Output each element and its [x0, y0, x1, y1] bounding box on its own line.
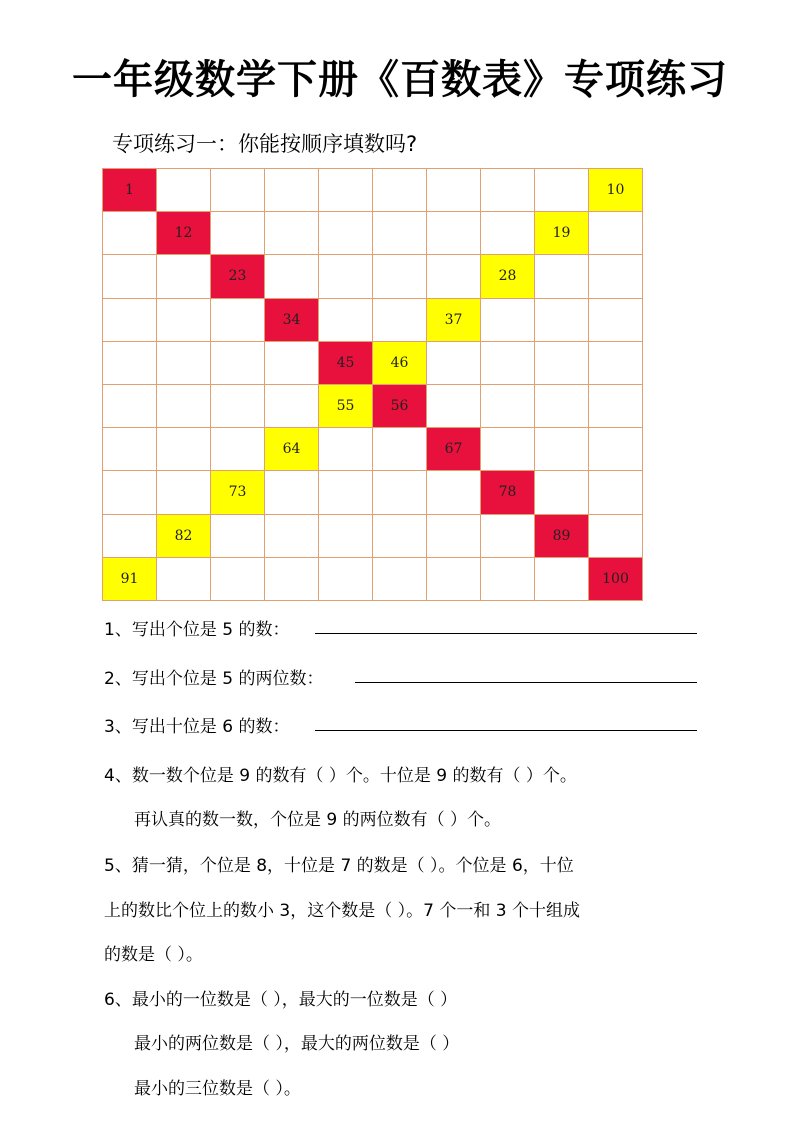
grid-cell-empty[interactable]	[481, 212, 535, 255]
grid-cell-empty[interactable]	[157, 471, 211, 514]
answer-line-3[interactable]	[315, 730, 697, 731]
grid-cell-empty[interactable]	[265, 385, 319, 428]
grid-cell-empty[interactable]	[319, 428, 373, 471]
grid-cell-empty[interactable]	[265, 169, 319, 212]
grid-cell-empty[interactable]	[481, 342, 535, 385]
grid-cell-empty[interactable]	[319, 471, 373, 514]
grid-cell-red[interactable]: 23	[211, 255, 265, 298]
grid-cell-red[interactable]: 89	[535, 515, 589, 558]
grid-cell-yellow[interactable]: 73	[211, 471, 265, 514]
grid-cell-empty[interactable]	[589, 385, 643, 428]
grid-cell-red[interactable]: 1	[103, 169, 157, 212]
grid-cell-yellow[interactable]: 28	[481, 255, 535, 298]
grid-cell-empty[interactable]	[481, 515, 535, 558]
grid-cell-empty[interactable]	[373, 169, 427, 212]
grid-cell-empty[interactable]	[319, 299, 373, 342]
grid-cell-empty[interactable]	[535, 342, 589, 385]
grid-cell-empty[interactable]	[157, 558, 211, 601]
grid-cell-empty[interactable]	[373, 471, 427, 514]
grid-cell-empty[interactable]	[157, 255, 211, 298]
grid-cell-empty[interactable]	[535, 299, 589, 342]
grid-cell-empty[interactable]	[157, 169, 211, 212]
question-5-line-3: 的数是（ ）。	[104, 945, 203, 965]
grid-cell-empty[interactable]	[211, 428, 265, 471]
grid-cell-red[interactable]: 12	[157, 212, 211, 255]
grid-cell-red[interactable]: 56	[373, 385, 427, 428]
grid-cell-empty[interactable]	[319, 212, 373, 255]
grid-cell-empty[interactable]	[373, 299, 427, 342]
grid-cell-yellow[interactable]: 64	[265, 428, 319, 471]
question-4-line-1: 4、数一数个位是 9 的数有（ ）个。十位是 9 的数有（ ）个。	[104, 766, 577, 786]
grid-cell-empty[interactable]	[427, 169, 481, 212]
grid-cell-empty[interactable]	[373, 255, 427, 298]
grid-cell-empty[interactable]	[319, 255, 373, 298]
grid-cell-empty[interactable]	[427, 212, 481, 255]
grid-cell-red[interactable]: 78	[481, 471, 535, 514]
grid-cell-yellow[interactable]: 46	[373, 342, 427, 385]
grid-cell-empty[interactable]	[103, 385, 157, 428]
grid-cell-empty[interactable]	[265, 255, 319, 298]
grid-cell-empty[interactable]	[427, 255, 481, 298]
grid-cell-empty[interactable]	[211, 385, 265, 428]
page-title: 一年级数学下册《百数表》专项练习	[72, 57, 728, 103]
grid-cell-empty[interactable]	[373, 515, 427, 558]
grid-cell-empty[interactable]	[103, 212, 157, 255]
grid-cell-empty[interactable]	[427, 385, 481, 428]
grid-cell-empty[interactable]	[265, 558, 319, 601]
grid-cell-empty[interactable]	[535, 558, 589, 601]
answer-line-2[interactable]	[355, 682, 697, 683]
grid-cell-empty[interactable]	[589, 255, 643, 298]
grid-cell-empty[interactable]	[481, 428, 535, 471]
grid-cell-empty[interactable]	[481, 169, 535, 212]
grid-cell-empty[interactable]	[265, 515, 319, 558]
grid-cell-red[interactable]: 34	[265, 299, 319, 342]
grid-cell-yellow[interactable]: 55	[319, 385, 373, 428]
grid-cell-empty[interactable]	[427, 471, 481, 514]
section-title: 专项练习一：你能按顺序填数吗?	[112, 132, 418, 156]
question-3: 3、写出十位是 6 的数：	[104, 717, 290, 737]
grid-cell-empty[interactable]	[103, 428, 157, 471]
question-4-line-2: 再认真的数一数，个位是 9 的两位数有（ ）个。	[134, 810, 502, 830]
grid-cell-empty[interactable]	[319, 558, 373, 601]
question-5-line-2: 上的数比个位上的数小 3，这个数是（ ）。7 个一和 3 个十组成	[104, 901, 580, 921]
grid-cell-empty[interactable]	[211, 299, 265, 342]
grid-cell-yellow[interactable]: 82	[157, 515, 211, 558]
grid-cell-empty[interactable]	[157, 385, 211, 428]
grid-cell-empty[interactable]	[103, 471, 157, 514]
grid-cell-empty[interactable]	[535, 169, 589, 212]
question-2: 2、写出个位是 5 的两位数：	[104, 669, 324, 689]
hundred-chart-grid	[102, 168, 643, 601]
grid-cell-red[interactable]: 100	[589, 558, 643, 601]
grid-cell-empty[interactable]	[157, 428, 211, 471]
grid-cell-empty[interactable]	[211, 169, 265, 212]
grid-cell-empty[interactable]	[481, 558, 535, 601]
grid-cell-empty[interactable]	[319, 169, 373, 212]
grid-cell-empty[interactable]	[589, 428, 643, 471]
grid-cell-empty[interactable]	[103, 255, 157, 298]
grid-cell-empty[interactable]	[103, 299, 157, 342]
grid-cell-empty[interactable]	[103, 515, 157, 558]
grid-cell-yellow[interactable]: 37	[427, 299, 481, 342]
question-6-line-1: 6、最小的一位数是（ ），最大的一位数是（ ）	[104, 990, 458, 1010]
grid-cell-red[interactable]: 67	[427, 428, 481, 471]
grid-cell-empty[interactable]	[427, 342, 481, 385]
grid-cell-empty[interactable]	[211, 558, 265, 601]
grid-cell-empty[interactable]	[265, 471, 319, 514]
grid-cell-empty[interactable]	[373, 558, 427, 601]
grid-cell-empty[interactable]	[535, 385, 589, 428]
grid-cell-yellow[interactable]: 19	[535, 212, 589, 255]
grid-cell-empty[interactable]	[481, 299, 535, 342]
question-6-line-2: 最小的两位数是（ ），最大的两位数是（ ）	[134, 1034, 460, 1054]
grid-cell-empty[interactable]	[589, 212, 643, 255]
grid-cell-empty[interactable]	[373, 212, 427, 255]
grid-cell-empty[interactable]	[211, 342, 265, 385]
grid-cell-empty[interactable]	[157, 299, 211, 342]
grid-cell-empty[interactable]	[589, 342, 643, 385]
grid-cell-empty[interactable]	[535, 255, 589, 298]
grid-cell-empty[interactable]	[535, 471, 589, 514]
grid-cell-empty[interactable]	[589, 299, 643, 342]
grid-cell-empty[interactable]	[373, 428, 427, 471]
grid-cell-empty[interactable]	[265, 342, 319, 385]
question-1: 1、写出个位是 5 的数：	[104, 620, 290, 640]
grid-cell-empty[interactable]	[211, 515, 265, 558]
grid-cell-empty[interactable]	[103, 342, 157, 385]
grid-cell-red[interactable]: 45	[319, 342, 373, 385]
grid-cell-yellow[interactable]: 91	[103, 558, 157, 601]
grid-cell-yellow[interactable]: 10	[589, 169, 643, 212]
grid-cell-empty[interactable]	[265, 212, 319, 255]
grid-cell-empty[interactable]	[427, 515, 481, 558]
grid-cell-empty[interactable]	[157, 342, 211, 385]
question-6-line-3: 最小的三位数是（ ）。	[134, 1079, 301, 1099]
grid-cell-empty[interactable]	[589, 515, 643, 558]
grid-cell-empty[interactable]	[319, 515, 373, 558]
grid-cell-empty[interactable]	[427, 558, 481, 601]
answer-line-1[interactable]	[315, 633, 697, 634]
grid-cell-empty[interactable]	[535, 428, 589, 471]
grid-cell-empty[interactable]	[211, 212, 265, 255]
question-5-line-1: 5、猜一猜，个位是 8，十位是 7 的数是（ ）。个位是 6，十位	[104, 856, 574, 876]
grid-cell-empty[interactable]	[589, 471, 643, 514]
grid-cell-empty[interactable]	[481, 385, 535, 428]
